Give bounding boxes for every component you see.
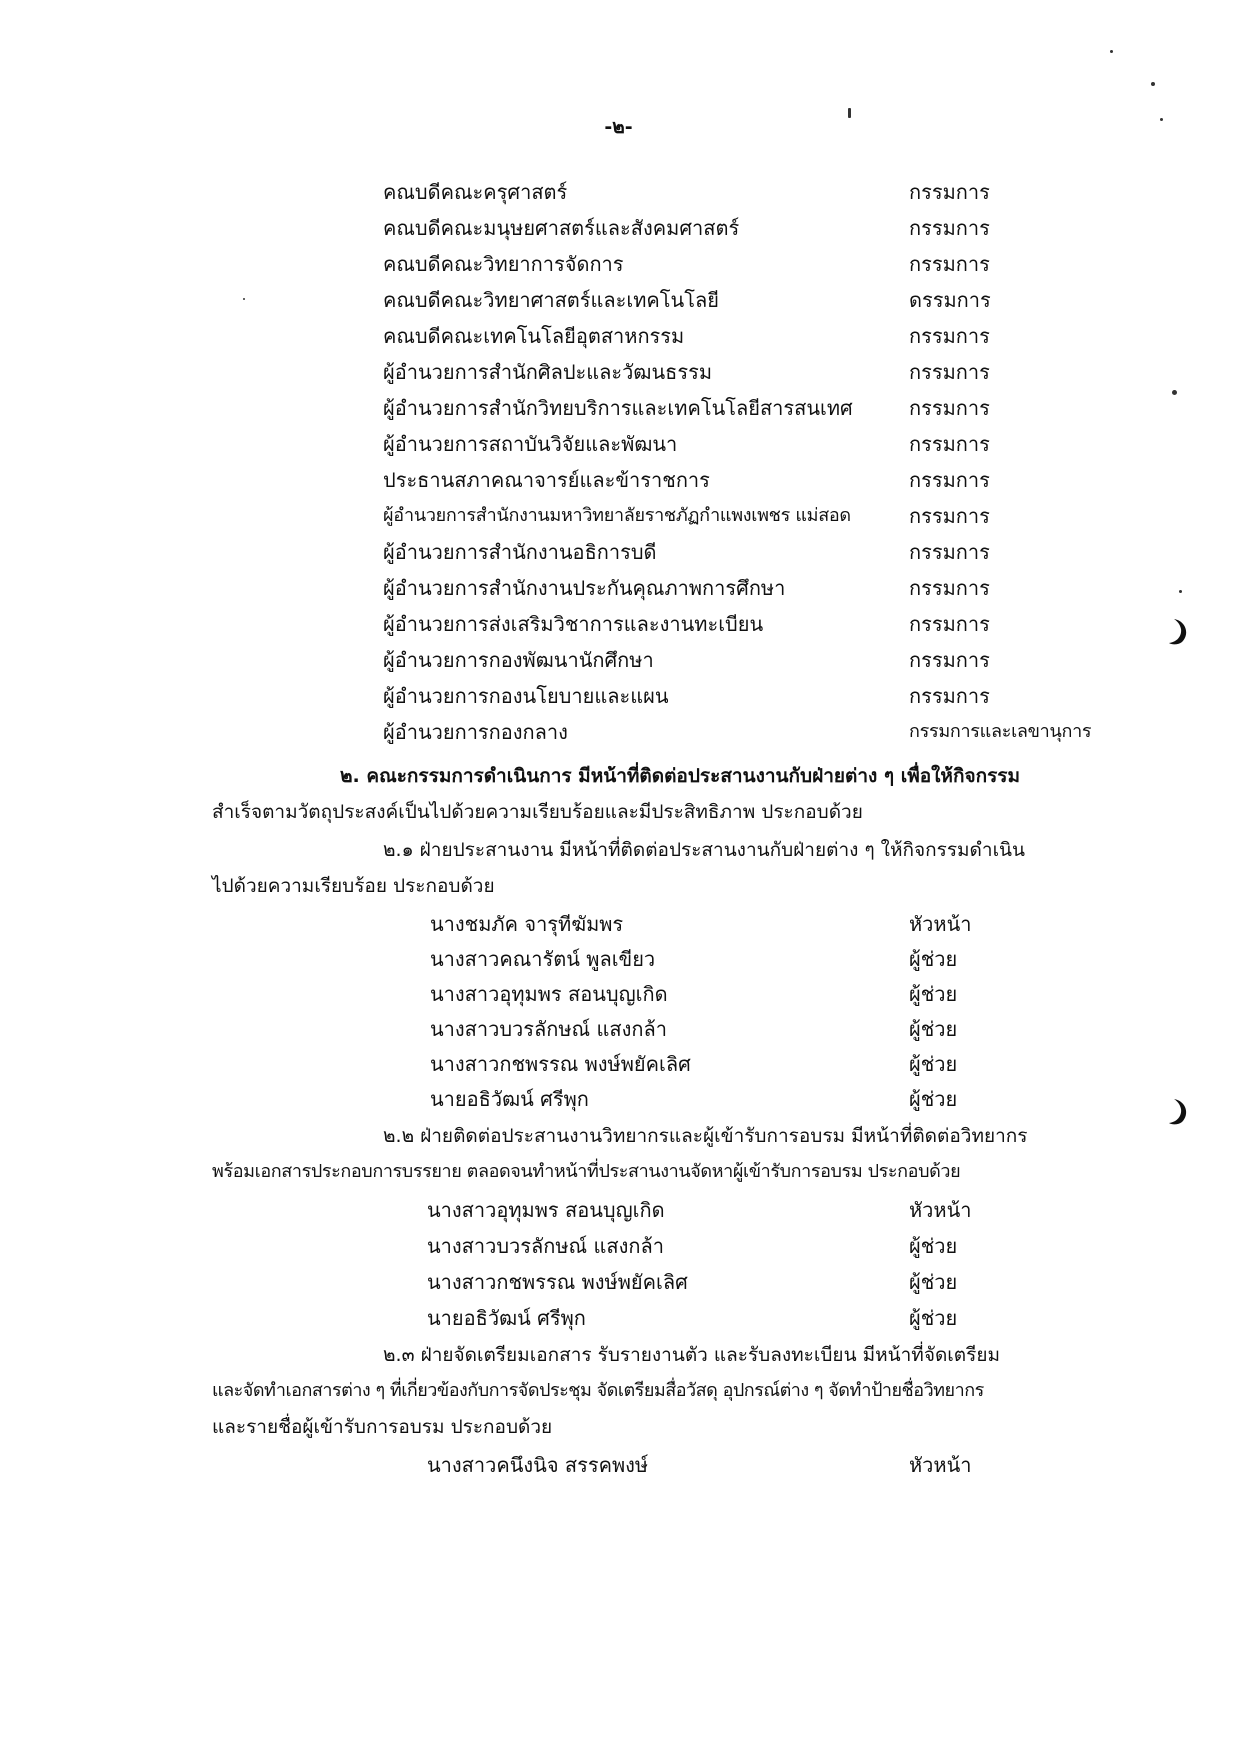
member-role: กรรมการ [909, 504, 990, 528]
member-name: นางชมภัค จารุทีฆัมพร [430, 912, 624, 936]
member-name: นายอธิวัฒน์ ศรีพุก [430, 1087, 589, 1111]
scan-speck [848, 108, 851, 118]
member-role: ผู้ช่วย [909, 947, 958, 971]
scan-speck [1110, 50, 1113, 53]
scan-speck [1151, 82, 1155, 86]
member-title: คณบดีคณะวิทยาการจัดการ [383, 252, 624, 276]
committee-row [383, 246, 1103, 282]
member-row [430, 976, 990, 1012]
member-title: ผู้อำนวยการสำนักวิทยบริการและเทคโนโลยีสารสนเทศ [383, 396, 853, 420]
scan-speck [243, 298, 245, 300]
member-role: กรรมการ [909, 648, 990, 672]
member-title: ผู้อำนวยการกองนโยบายและแผน [383, 684, 669, 708]
committee-row [383, 426, 1103, 462]
section-2-heading: ๒. คณะกรรมการดำเนินการ มีหน้าที่ติดต่อประสานงานกับฝ่ายต่าง ๆ เพื่อให้กิจกรรม [340, 765, 1021, 787]
member-row [430, 1081, 990, 1117]
member-row [430, 906, 990, 942]
section-2-2-heading: ๒.๒ ฝ่ายติดต่อประสานงานวิทยากรและผู้เข้ารับการอบรม มีหน้าที่ติดต่อวิทยากร [383, 1125, 1028, 1147]
committee-row [383, 210, 1103, 246]
member-name: นายอธิวัฒน์ ศรีพุก [427, 1306, 586, 1330]
committee-row [383, 354, 1103, 390]
committee-row [383, 570, 1103, 606]
member-title: คณบดีคณะเทคโนโลยีอุตสาหกรรม [383, 324, 685, 348]
committee-row [383, 606, 1103, 642]
section-2-3-heading: ๒.๓ ฝ่ายจัดเตรียมเอกสาร รับรายงานตัว และรับลงทะเบียน มีหน้าที่จัดเตรียม [383, 1344, 1000, 1366]
member-row [427, 1300, 987, 1336]
binder-hole-mark [1168, 618, 1190, 646]
member-name: นางสาวอุทุมพร สอนบุญเกิด [427, 1198, 665, 1222]
member-row [427, 1228, 987, 1264]
scan-speck [1160, 118, 1163, 121]
member-name: นางสาวอุทุมพร สอนบุญเกิด [430, 982, 668, 1006]
member-title: คณบดีคณะครุศาสตร์ [383, 180, 568, 204]
member-title: ผู้อำนวยการกองกลาง [383, 720, 568, 744]
committee-row [383, 498, 1103, 534]
member-role: กรรมการ [909, 684, 990, 708]
member-title: ผู้อำนวยการสำนักงานมหาวิทยาลัยราชภัฏกำแพงเพชร แม่สอด [383, 505, 851, 526]
member-title: ผู้อำนวยการสำนักงานอธิการบดี [383, 540, 657, 564]
member-role: กรรมการและเลขานุการ [909, 721, 1092, 742]
member-role: กรรมการ [909, 252, 990, 276]
member-name: นางสาวคนึงนิจ สรรคพงษ์ [427, 1453, 649, 1477]
member-role: กรรมการ [909, 432, 990, 456]
member-title: ผู้อำนวยการสำนักงานประกันคุณภาพการศึกษา [383, 576, 786, 600]
committee-row [383, 174, 1103, 210]
member-role: กรรมการ [909, 468, 990, 492]
member-title: ผู้อำนวยการสถาบันวิจัยและพัฒนา [383, 432, 678, 456]
member-title: ประธานสภาคณาจารย์และข้าราชการ [383, 468, 710, 492]
member-title: ผู้อำนวยการส่งเสริมวิชาการและงานทะเบียน [383, 612, 764, 636]
member-name: นางสาวกชพรรณ พงษ์พยัคเลิศ [430, 1052, 691, 1076]
member-row [430, 941, 990, 977]
section-2-3-continuation: และจัดทำเอกสารต่าง ๆ ที่เกี่ยวข้องกับการจัดประชุม จัดเตรียมสื่อวัสดุ อุปกรณ์ต่าง ๆ จัดทำป้ายชื่อวิทยากร [212, 1380, 984, 1401]
member-role: กรรมการ [909, 360, 990, 384]
member-role: ผู้ช่วย [909, 1052, 958, 1076]
committee-row [383, 390, 1103, 426]
scan-speck [1179, 590, 1182, 593]
member-role: ผู้ช่วย [909, 1234, 958, 1258]
member-title: คณบดีคณะวิทยาศาสตร์และเทคโนโลยี [383, 288, 719, 312]
member-row [427, 1447, 987, 1483]
member-role: กรรมการ [909, 612, 990, 636]
member-role: กรรมการ [909, 180, 990, 204]
member-role: ผู้ช่วย [909, 1087, 958, 1111]
member-row [430, 1046, 990, 1082]
member-role: หัวหน้า [909, 1453, 972, 1477]
member-name: นางสาวคณารัตน์ พูลเขียว [430, 947, 656, 971]
member-role: กรรมการ [909, 324, 990, 348]
member-role: หัวหน้า [909, 912, 972, 936]
member-role: กรรมการ [909, 540, 990, 564]
member-row [427, 1264, 987, 1300]
member-row [430, 1011, 990, 1047]
member-role: ดรรมการ [909, 288, 991, 312]
committee-row [383, 318, 1103, 354]
committee-row [383, 714, 1103, 750]
binder-hole-mark [1168, 1098, 1190, 1126]
committee-row [383, 282, 1103, 318]
member-row [427, 1192, 987, 1228]
member-role: หัวหน้า [909, 1198, 972, 1222]
committee-row [383, 534, 1103, 570]
member-role: ผู้ช่วย [909, 982, 958, 1006]
member-name: นางสาวกชพรรณ พงษ์พยัคเลิศ [427, 1270, 688, 1294]
member-role: กรรมการ [909, 216, 990, 240]
member-title: ผู้อำนวยการกองพัฒนานักศึกษา [383, 648, 654, 672]
member-title: ผู้อำนวยการสำนักศิลปะและวัฒนธรรม [383, 360, 713, 384]
member-role: กรรมการ [909, 396, 990, 420]
committee-row [383, 462, 1103, 498]
member-role: ผู้ช่วย [909, 1017, 958, 1041]
committee-row [383, 642, 1103, 678]
member-title: คณบดีคณะมนุษยศาสตร์และสังคมศาสตร์ [383, 216, 740, 240]
page-number: -๒- [604, 116, 633, 138]
committee-row [383, 678, 1103, 714]
member-role: ผู้ช่วย [909, 1270, 958, 1294]
section-2-3-continuation-2: และรายชื่อผู้เข้ารับการอบรม ประกอบด้วย [212, 1416, 553, 1438]
section-2-1-heading: ๒.๑ ฝ่ายประสานงาน มีหน้าที่ติดต่อประสานงานกับฝ่ายต่าง ๆ ให้กิจกรรมดำเนิน [383, 839, 1026, 861]
section-2-2-continuation: พร้อมเอกสารประกอบการบรรยาย ตลอดจนทำหน้าที่ประสานงานจัดหาผู้เข้ารับการอบรม ประกอบด้วย [212, 1161, 961, 1182]
member-name: นางสาวบวรลักษณ์ แสงกล้า [427, 1234, 664, 1258]
scan-speck [1172, 390, 1177, 395]
member-role: กรรมการ [909, 576, 990, 600]
member-name: นางสาวบวรลักษณ์ แสงกล้า [430, 1017, 667, 1041]
section-2-1-continuation: ไปด้วยความเรียบร้อย ประกอบด้วย [212, 875, 495, 897]
member-role: ผู้ช่วย [909, 1306, 958, 1330]
section-2-continuation: สำเร็จตามวัตถุประสงค์เป็นไปด้วยความเรียบร้อยและมีประสิทธิภาพ ประกอบด้วย [212, 801, 863, 823]
